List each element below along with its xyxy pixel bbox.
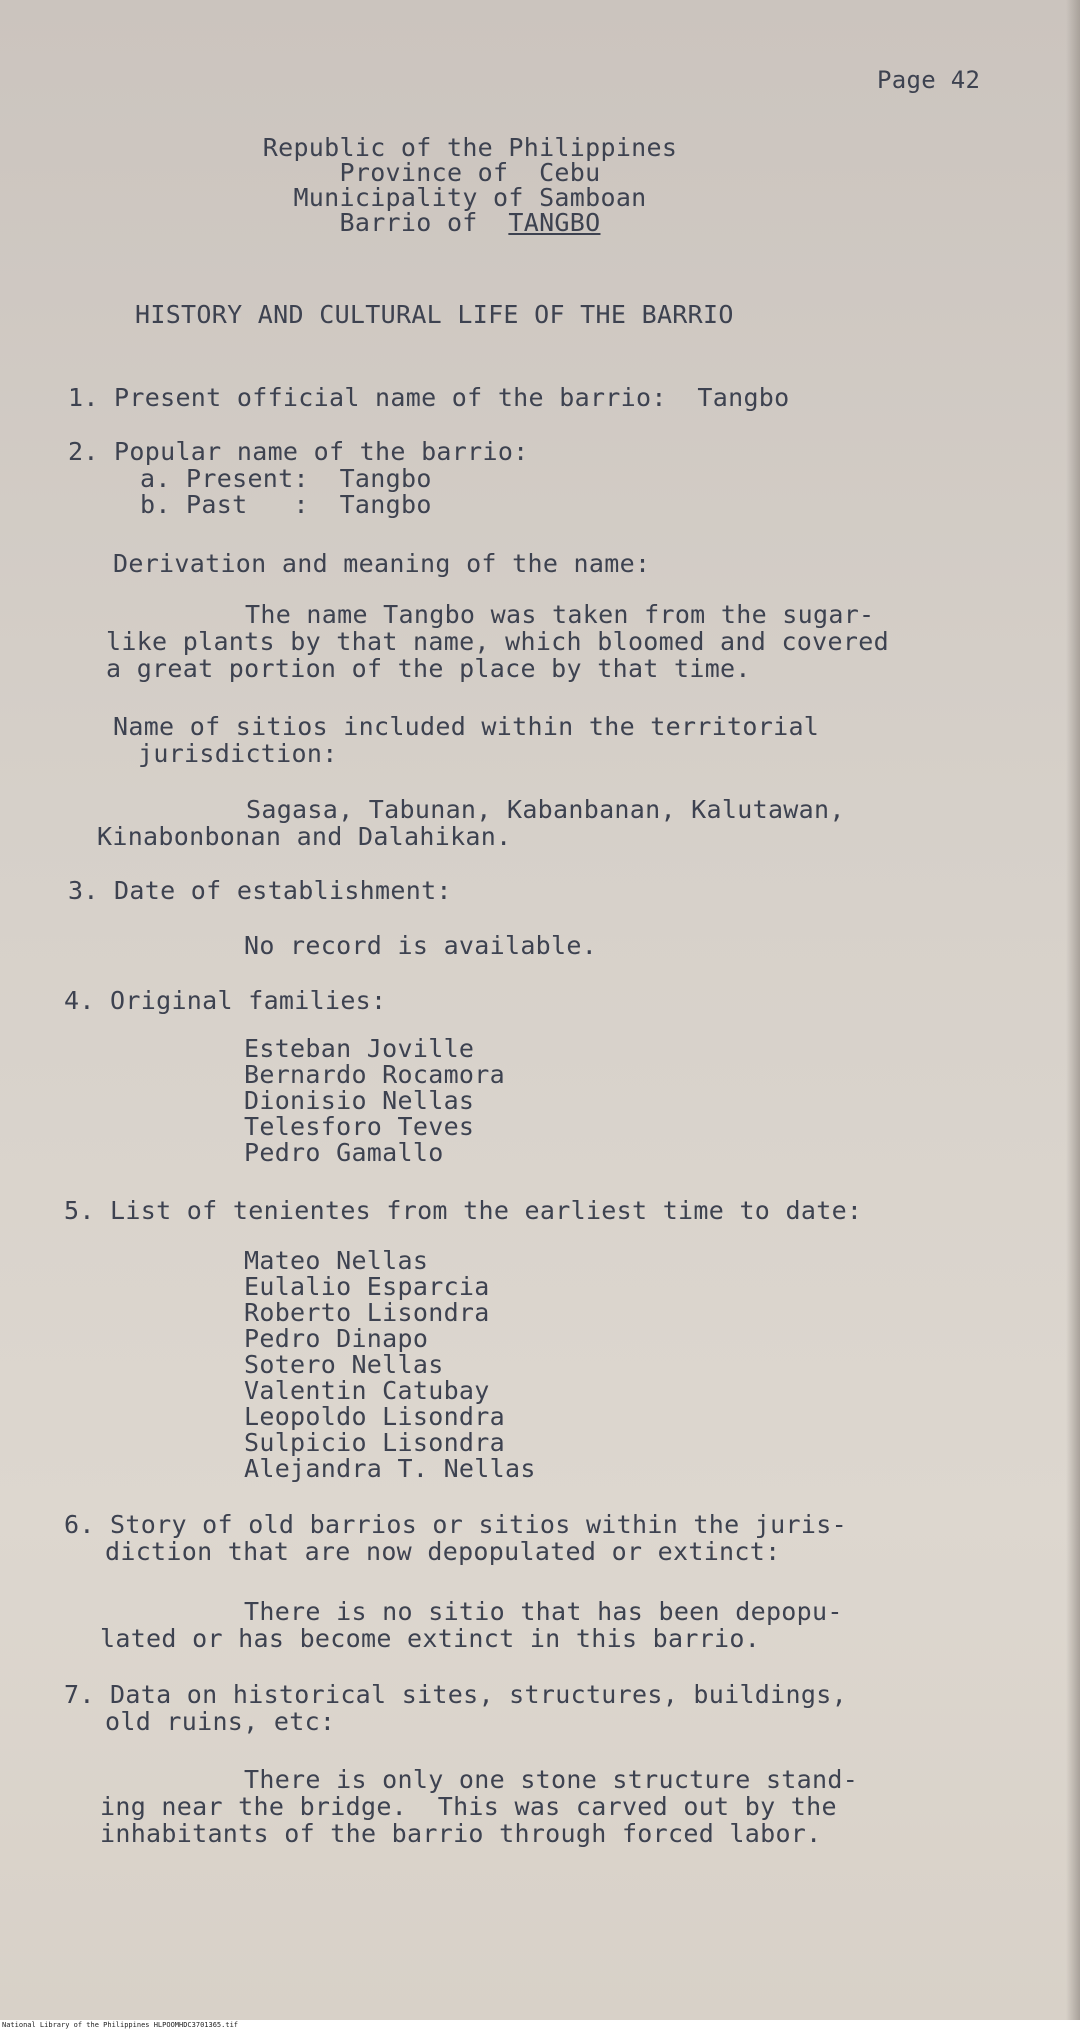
teniente-name: Roberto Lisondra bbox=[244, 1298, 490, 1327]
teniente-name: Pedro Dinapo bbox=[244, 1324, 429, 1353]
header-line-municipality: Municipality of Samboan bbox=[293, 183, 647, 212]
item-7-heading-2: old ruins, etc: bbox=[105, 1707, 336, 1736]
item-3-establishment: 3. Date of establishment: bbox=[68, 876, 452, 905]
item-6-heading-2: diction that are now depopulated or extinct: bbox=[105, 1537, 781, 1566]
teniente-name: Sulpicio Lisondra bbox=[244, 1428, 505, 1457]
teniente-name: Sotero Nellas bbox=[244, 1350, 444, 1379]
item-7-body-1: There is only one stone structure stand- bbox=[244, 1765, 859, 1794]
barrio-name: TANGBO bbox=[508, 208, 601, 237]
family-name: Esteban Joville bbox=[244, 1034, 475, 1063]
item-1-official-name: 1. Present official name of the barrio: Tangbo bbox=[68, 383, 790, 412]
item-7-heading-1: 7. Data on historical sites, structures, buildings, bbox=[64, 1680, 847, 1709]
derivation-text-3: a great portion of the place by that time. bbox=[106, 654, 751, 683]
family-name: Bernardo Rocamora bbox=[244, 1060, 505, 1089]
item-2-popular-name: 2. Popular name of the barrio: bbox=[68, 437, 529, 466]
teniente-name: Alejandra T. Nellas bbox=[244, 1454, 536, 1483]
teniente-name: Leopoldo Lisondra bbox=[244, 1402, 505, 1431]
teniente-name: Valentin Catubay bbox=[244, 1376, 490, 1405]
derivation-heading: Derivation and meaning of the name: bbox=[113, 549, 651, 578]
item-7-body-2: ing near the bridge. This was carved out by the bbox=[100, 1792, 837, 1821]
item-3-body: No record is available. bbox=[244, 931, 598, 960]
page-edge-shadow bbox=[1066, 0, 1080, 2020]
item-2b-past: b. Past : Tangbo bbox=[140, 490, 432, 519]
family-name: Telesforo Teves bbox=[244, 1112, 475, 1141]
item-6-heading-1: 6. Story of old barrios or sitios within the juris- bbox=[64, 1510, 847, 1539]
item-7-body-3: inhabitants of the barrio through forced labor. bbox=[100, 1819, 822, 1848]
family-name: Pedro Gamallo bbox=[244, 1138, 444, 1167]
teniente-name: Mateo Nellas bbox=[244, 1246, 429, 1275]
header-line-barrio bbox=[40, 208, 900, 237]
item-5-tenientes: 5. List of tenientes from the earliest time to date: bbox=[64, 1196, 863, 1225]
sitios-heading-2: jurisdiction: bbox=[138, 739, 338, 768]
header-line-province: Province of Cebu bbox=[339, 158, 601, 187]
derivation-text-2: like plants by that name, which bloomed and covered bbox=[106, 627, 889, 656]
item-6-body-2: lated or has become extinct in this barrio. bbox=[100, 1624, 761, 1653]
item-2a-present: a. Present: Tangbo bbox=[140, 464, 432, 493]
barrio-prefix: Barrio of bbox=[339, 208, 509, 237]
item-4-families: 4. Original families: bbox=[64, 986, 387, 1015]
teniente-name: Eulalio Esparcia bbox=[244, 1272, 490, 1301]
item-6-body-1: There is no sitio that has been depopu- bbox=[244, 1597, 843, 1626]
document-title: HISTORY AND CULTURAL LIFE OF THE BARRIO bbox=[135, 300, 734, 329]
derivation-text-1: The name Tangbo was taken from the sugar- bbox=[245, 600, 875, 629]
family-name: Dionisio Nellas bbox=[244, 1086, 475, 1115]
page-number: Page 42 bbox=[877, 66, 981, 94]
sitios-list-1: Sagasa, Tabunan, Kabanbanan, Kalutawan, bbox=[246, 795, 845, 824]
scan-footer: National Library of the Philippines HLPOOMHDC3701365.tif bbox=[0, 2020, 1080, 2031]
sitios-list-2: Kinabonbonan and Dalahikan. bbox=[97, 822, 512, 851]
sitios-heading-1: Name of sitios included within the territorial bbox=[113, 712, 820, 741]
header-line-republic: Republic of the Philippines bbox=[262, 133, 678, 162]
